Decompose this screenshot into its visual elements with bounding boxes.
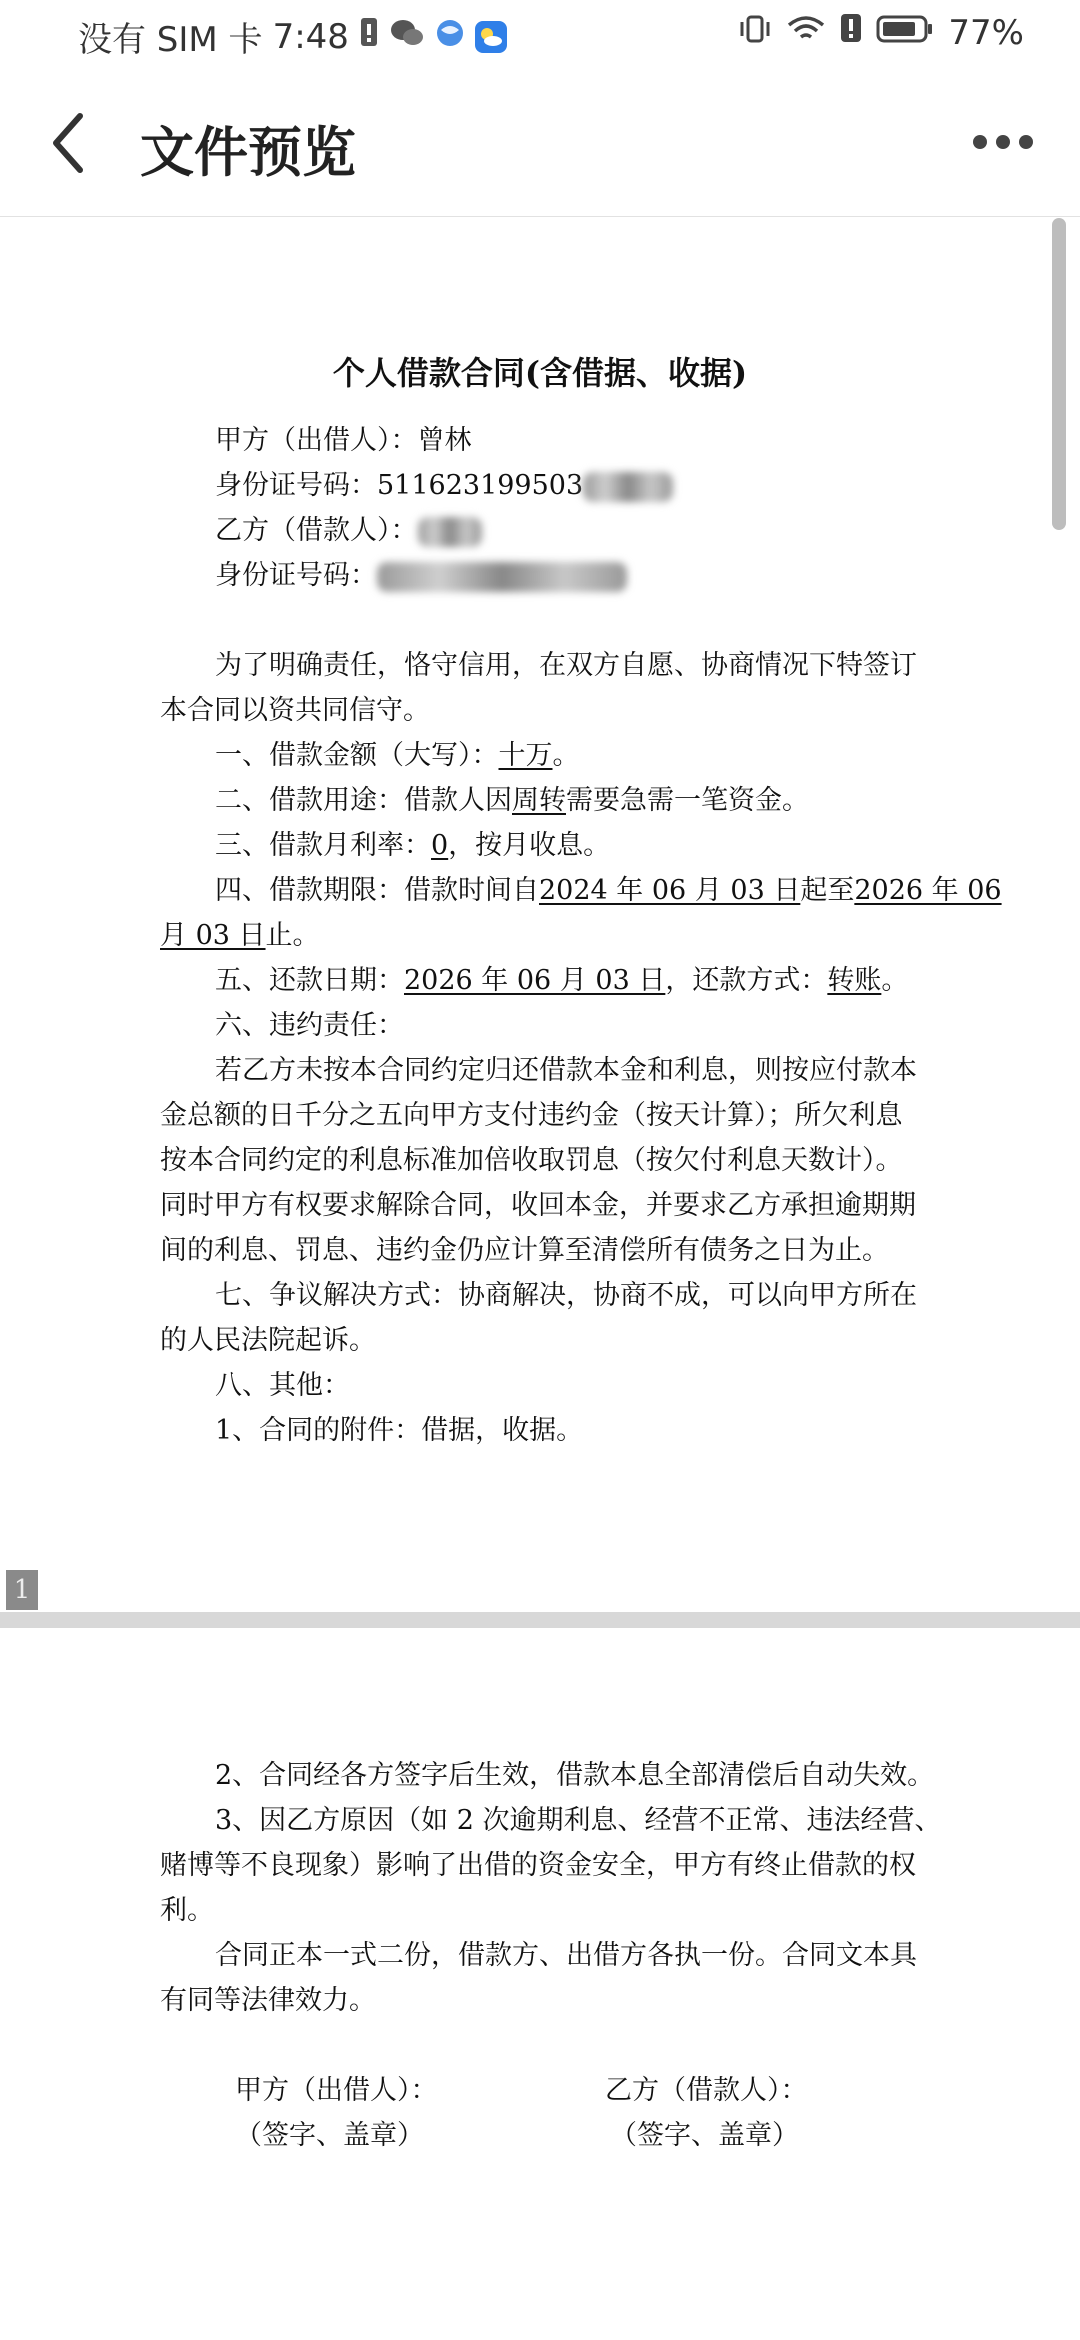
carrier-text: 没有 SIM 卡 [78,20,263,60]
p2-item-3-line: 利。 [160,1895,214,1926]
vibrate-icon [738,13,772,53]
warning-icon [840,12,862,53]
wifi-icon [786,13,826,53]
loan-purpose: 周转 [512,785,566,816]
repayment-method: 转账 [827,965,882,996]
end-date: 月 03 日 [160,920,266,951]
p2-item-2: 2、合同经各方签字后生效，借款本息全部清偿后自动失效。 [215,1760,935,1791]
clause-text: 四、借款期限：借款时间自 [215,875,539,906]
clause-text: 起至 [800,875,855,906]
clause-text: 。 [881,965,909,996]
clause-text: 三、借款月利率： [215,830,431,861]
more-dots-icon [968,122,1038,162]
clause-6-line: 间的利息、罚息、违约金仍应计算至清偿所有债务之日为止。 [160,1235,889,1266]
clause-2 [215,778,809,817]
borrower-line [215,508,482,547]
lender-id-label: 身份证号码： [215,470,377,501]
back-button[interactable] [42,108,102,178]
alert-icon [359,16,379,57]
loan-amount: 十万 [498,740,553,771]
intro-line-2: 本合同以资共同信守。 [160,695,430,726]
clause-6-line: 同时甲方有权要求解除合同，收回本金，并要求乙方承担逾期期 [160,1190,916,1221]
clause-1 [215,733,580,772]
browser-icon [435,17,465,57]
p2-copies-line: 有同等法律效力。 [160,1985,376,2016]
wechat-icon [389,17,425,57]
start-date: 2024 年 06 月 03 日 [539,875,801,906]
signature-borrower-note: （签字、盖章） [610,2120,799,2151]
borrower-label: 乙方（借款人）： [215,515,418,546]
clause-text: 一、借款金额（大写）： [215,740,499,771]
clause-6-line: 按本合同约定的利息标准加倍收取罚息（按欠付利息天数计）。 [160,1145,903,1176]
end-date: 2026 年 06 [854,875,1002,906]
p2-copies-line: 合同正本一式二份，借款方、出借方各执一份。合同文本具 [215,1940,917,1971]
repayment-date: 2026 年 06 月 03 日 [404,965,666,996]
page-separator [0,1612,1080,1628]
lender-id-line [215,463,673,502]
clause-6-line: 若乙方未按本合同约定归还借款本金和利息，则按应付款本 [215,1055,917,1086]
clause-4 [215,868,1002,907]
clause-7-line: 的人民法院起诉。 [160,1325,376,1356]
borrower-id-label: 身份证号码： [215,560,377,591]
app-header [0,72,1080,217]
redacted-blur [418,517,482,547]
contract-title: 个人借款合同(含借据、收据) [332,354,748,392]
clause-text: ，按月收息。 [448,830,611,861]
clause-8-item-1: 1、合同的附件：借据，收据。 [215,1415,584,1446]
clause-6-line: 金总额的日千分之五向甲方支付违约金（按天计算）；所欠利息 [160,1100,903,1131]
interest-rate: 0 [431,830,449,861]
clause-text: 止。 [265,920,320,951]
clause-7-line: 七、争议解决方式：协商解决，协商不成，可以向甲方所在 [215,1280,917,1311]
redacted-blur [583,472,673,502]
scrollbar[interactable] [1052,218,1066,530]
signature-borrower-label: 乙方（借款人）： [605,2075,808,2106]
battery-percent: 77% [948,12,1024,53]
clause-text: 五、还款日期： [215,965,404,996]
clause-text: 。 [552,740,580,771]
p2-item-3-line: 3、因乙方原因（如 2 次逾期利息、经营不正常、违法经营、 [215,1805,942,1836]
clause-5 [215,958,908,997]
redacted-blur [377,562,627,592]
p2-item-3-line: 赌博等不良现象）影响了出借的资金安全，甲方有终止借款的权 [160,1850,916,1881]
battery-icon [876,13,934,53]
clause-text: 需要急需一笔资金。 [566,785,809,816]
clause-3 [215,823,610,862]
status-right [738,12,1024,53]
borrower-id-line [215,553,627,592]
clock: 7:48 [272,16,349,57]
clause-8-heading: 八、其他： [215,1370,350,1401]
status-bar [0,0,1080,72]
page-number-badge: 1 [6,1570,38,1610]
lender-name: 曾林 [417,425,472,456]
page-title: 文件预览 [140,121,356,184]
signature-lender-label: 甲方（出借人）： [235,2075,438,2106]
more-options-button[interactable] [968,122,1038,162]
lender-line [215,418,472,457]
clause-4-cont [160,913,320,952]
clause-text: 二、借款用途：借款人因 [215,785,512,816]
status-left [78,12,507,61]
clause-text: ，还款方式： [665,965,828,996]
intro-line-1: 为了明确责任，恪守信用，在双方自愿、协商情况下特签订 [215,650,917,681]
signature-lender-note: （签字、盖章） [235,2120,424,2151]
lender-id-value: 511623199503 [377,470,584,501]
lender-label: 甲方（出借人）： [215,425,418,456]
clause-6-heading: 六、违约责任： [215,1010,404,1041]
back-arrow-icon [42,108,102,178]
weather-app-icon [475,21,507,53]
